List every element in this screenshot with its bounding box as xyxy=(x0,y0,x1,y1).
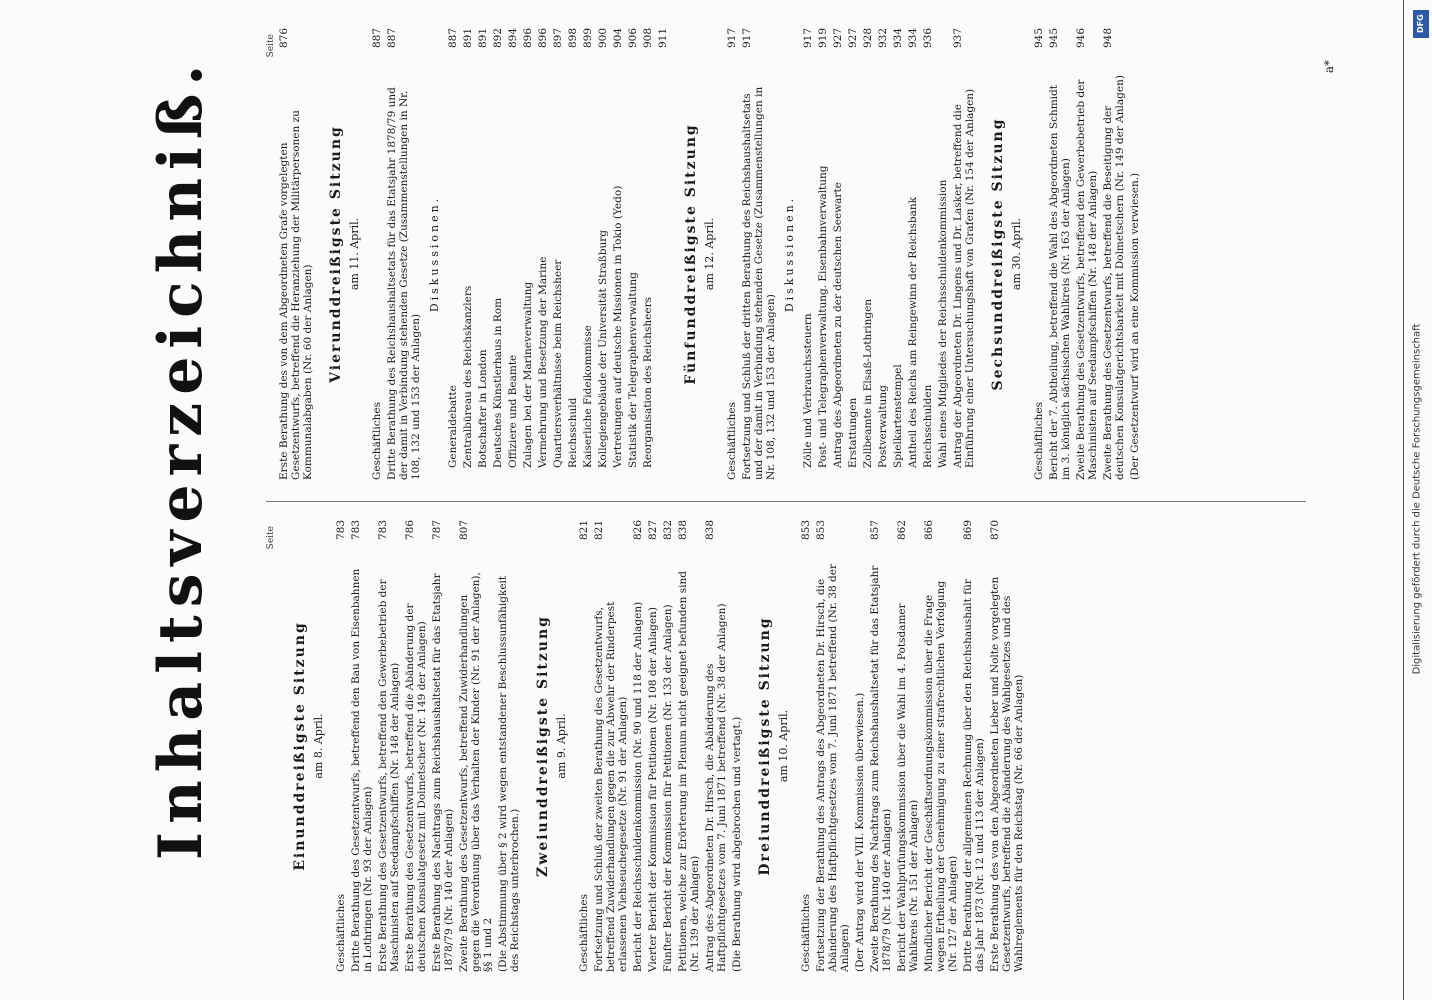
toc-entry xyxy=(642,28,654,480)
entry-text: Geschäftliches xyxy=(726,402,738,480)
toc-entry xyxy=(923,520,959,972)
entry-page: 900 xyxy=(597,28,609,49)
entry-text: Zweite Berathung des Gesetzentwurfs, betreffend die Beseitigung der deutschen Konsulatgerichtsbarkeit mit Dolmetschern (Nr. 149 der Anlagen) xyxy=(1102,75,1126,480)
toc-entry xyxy=(896,520,920,972)
entry-text: Generaldebatte xyxy=(447,385,459,468)
entry-text: Bericht der 7. Abtheilung, betreffend die Wahl des Abgeordneten Schmidt im 3. königlich sächsischen Wahlkreis (Nr. 163 der Anlagen) xyxy=(1048,85,1072,480)
right-sections xyxy=(328,28,1141,480)
toc-entry xyxy=(462,28,474,480)
entry-text: Vierter Bericht der Kommission für Petitionen (Nr. 108 der Anlagen) xyxy=(647,607,659,972)
toc-entry xyxy=(731,520,743,972)
toc-entry xyxy=(817,28,829,480)
entry-page: 896 xyxy=(522,28,534,49)
entry-text: Vertretungen auf deutsche Missionen in Tokio (Yedo) xyxy=(612,185,624,468)
entry-page: 906 xyxy=(627,28,639,49)
toc-entry xyxy=(847,28,859,480)
right-column xyxy=(266,28,1144,480)
entry-page: 932 xyxy=(877,28,889,49)
entry-page: 821 xyxy=(578,520,590,541)
entry-page: 783 xyxy=(335,520,347,541)
entry-page: 899 xyxy=(582,28,594,49)
section-title: Dreiunddreißigste Sitzung xyxy=(757,616,773,876)
entry-page: 919 xyxy=(817,28,829,49)
entry-page: 787 xyxy=(431,520,443,541)
section-date: am 9. April. xyxy=(555,713,568,779)
toc-entry xyxy=(593,520,629,972)
entry-page: 838 xyxy=(704,520,716,541)
toc-entry xyxy=(657,28,669,480)
entry-text: Dritte Berathung der allgemeinen Rechnung über den Reichshaushalt für das Jahr 1873 (Nr. 12 und 113 der Anlagen) xyxy=(962,579,986,972)
section-subtitle: Diskussionen. xyxy=(783,195,796,313)
entry-text: Erste Berathung des Nachtrags zum Reichshaushaltsetat für das Etatsjahr 1878/79 (Nr. 140 der Anlagen) xyxy=(431,573,455,972)
toc-entry xyxy=(800,520,812,972)
entry-page: 945 xyxy=(1048,28,1060,49)
entry-page: 853 xyxy=(800,520,812,541)
banner-text: Digitalisierung gefördert durch die Deutsche Forschungsgemeinschaft xyxy=(1411,323,1423,675)
entry-page xyxy=(854,520,866,554)
toc-entry xyxy=(522,28,534,480)
toc-entry xyxy=(907,28,919,480)
entry-text: Reichsschulden xyxy=(922,384,934,468)
toc-entry xyxy=(404,520,428,972)
entry-page: 853 xyxy=(815,520,827,541)
toc-entry xyxy=(447,28,459,480)
entry-text: Wahl eines Mitgliedes der Reichsschuldenkommission xyxy=(937,179,949,468)
entry-page: 887 xyxy=(447,28,459,49)
entry-text: Geschäftliches xyxy=(1033,402,1045,480)
entry-page: 894 xyxy=(507,28,519,49)
entry-page: 869 xyxy=(962,520,974,541)
entry-page: 891 xyxy=(477,28,489,49)
section-title: Vierunddreißigste Sitzung xyxy=(328,125,344,383)
entry-page: 911 xyxy=(657,28,669,49)
entry-text: Reorganisation des Reichsheers xyxy=(642,297,654,468)
entry-text: Dritte Berathung des Reichshaushaltsetats für das Etatsjahr 1878/79 und der damit in Verbindung stehenden Gesetze (Zusammenstellungen in Nr. 108, 132 und 153 der Anlagen) xyxy=(386,87,422,480)
toc-entry xyxy=(597,28,609,480)
entry-text: Zulagen bei der Marineverwaltung xyxy=(522,281,534,468)
entry-text: Dritte Berathung des Gesetzentwurfs, betreffend den Bau von Eisenbahnen in Lothringen (Nr. 93 der Anlagen) xyxy=(350,568,374,972)
entry-text: (Die Berathung wird abgebrochen und vertagt.) xyxy=(731,716,743,972)
entry-text: Offiziere und Beamte xyxy=(507,354,519,468)
entry-text: Geschäftliches xyxy=(335,894,347,972)
toc-entry xyxy=(877,28,889,480)
entry-page: 857 xyxy=(869,520,881,541)
toc-entry xyxy=(492,28,504,480)
entry-text: Postverwaltung xyxy=(877,385,889,468)
entry-text: Bericht der Wahlprüfungskommission über die Wahl im 4. Potsdamer Wahlkreis (Nr. 151 der Anlagen) xyxy=(896,603,920,972)
toc-entry xyxy=(377,520,401,972)
toc-entry xyxy=(815,520,851,972)
toc-entry xyxy=(507,28,519,480)
toc-entry xyxy=(704,520,728,972)
toc-entry xyxy=(677,520,701,972)
section-title: Einunddreißigste Sitzung xyxy=(292,621,308,871)
entry-page: 786 xyxy=(404,520,416,541)
entry-text: Erste Berathung des von den Abgeordneten Lieber und Nolte vorgelegten Gesetzentwurfs, betreffend die Abänderung des Wahlgesetzes und des Wahlreglements für den Reichstag (Nr. 66 der Anlagen) xyxy=(989,576,1025,972)
seite-label: Seite xyxy=(266,34,276,58)
toc-entry xyxy=(937,28,949,480)
entry-page: 917 xyxy=(802,28,814,49)
toc-entry xyxy=(627,28,639,480)
rotated-sheet xyxy=(66,20,1366,980)
entry-text: Zweite Berathung des Gesetzentwurfs, betreffend den Gewerbebetrieb der Maschinisten auf Seedampfschiffen (Nr. 148 der Anlagen) xyxy=(1075,79,1099,480)
section-title: Zweiunddreißigste Sitzung xyxy=(535,615,551,877)
seite-label: Seite xyxy=(266,526,276,550)
entry-text: Deutsches Künstlerhaus in Rom xyxy=(492,297,504,468)
toc-entry xyxy=(350,520,374,972)
entry-page: 927 xyxy=(847,28,859,49)
entry-page xyxy=(497,520,521,554)
entry-text: Geschäftliches xyxy=(371,402,383,480)
entry-page: 917 xyxy=(741,28,753,49)
entry-text: Bericht der Reichsschuldenkommission (Nr. 90 und 118 der Anlagen) xyxy=(632,601,644,972)
entry-text: Antrag des Abgeordneten zu der deutschen Seewarte xyxy=(832,182,844,468)
section-title: Fünfunddreißigste Sitzung xyxy=(683,123,699,385)
entry-text: Petitionen, welche zur Erörterung im Plenum nicht geeignet befunden sind (Nr. 139 der Anlagen) xyxy=(677,571,701,972)
entry-text: Erste Berathung des Gesetzentwurfs, betreffend die Abänderung der deutschen Konsulatgesetz mit Dolmetscher (Nr. 149 der Anlagen) xyxy=(404,603,428,972)
entry-page: 945 xyxy=(1033,28,1045,49)
section-date: am 10. April. xyxy=(777,709,790,783)
entry-text: Spielkartenstempel xyxy=(892,364,904,468)
entry-page: 908 xyxy=(642,28,654,49)
toc-entry xyxy=(962,520,986,972)
toc-entry xyxy=(989,520,1025,972)
section-date: am 11. April. xyxy=(348,217,361,291)
section-subtitle: Diskussionen. xyxy=(428,195,441,313)
entry-text: Zweite Berathung des Gesetzentwurfs, betreffend Zuwiderhandlungen gegen die Verordnung über das Verhalten der Kinder (Nr. 91 der Anlagen), §§ 1 und 2 xyxy=(458,572,494,972)
entry-text: Antrag des Abgeordneten Dr. Hirsch, die Abänderung des Haftpflichtgesetzes vom 7. Juni 1871 betreffend (Nr. 38 der Anlagen) xyxy=(704,603,728,972)
entry-page: 827 xyxy=(647,520,659,541)
entry-page: 917 xyxy=(726,28,738,49)
entry-page: 934 xyxy=(892,28,904,49)
entry-text: Kollegiengebäude der Universität Straßburg xyxy=(597,230,609,468)
entry-page: 928 xyxy=(862,28,874,49)
section-title: Sechsunddreißigste Sitzung xyxy=(990,117,1006,391)
entry-page: 897 xyxy=(552,28,564,49)
toc-entry xyxy=(612,28,624,480)
toc-entry xyxy=(1075,28,1099,480)
entry-page: 948 xyxy=(1102,28,1114,49)
entry-text: Botschafter in London xyxy=(477,349,489,468)
entry-text: Erste Berathung des Gesetzentwurfs, betreffend den Gewerbebetrieb der Maschinisten auf Seedampfschiffen (Nr. 148 der Anlagen) xyxy=(377,579,401,972)
entry-text: Fortsetzung und Schluß der dritten Berathung des Reichshaushaltsetats und der damit in Verbindung stehenden Gesetze (Zusammenstellungen in Nr. 108, 132 und 153 der Anlagen) xyxy=(741,86,777,480)
entry-page: 826 xyxy=(632,520,644,541)
toc-entry xyxy=(386,28,422,480)
entry-page: 862 xyxy=(896,520,908,541)
entry-text: Fortsetzung der Berathung des Antrags des Abgeordneten Dr. Hirsch, die Abänderung des Haftpflichtgesetzes vom 7. Juni 1871 betreffend (Nr. 38 der Anlagen) xyxy=(815,564,851,972)
entry-page: 892 xyxy=(492,28,504,49)
entry-text: Zollbeamte in Elsaß-Lothringen xyxy=(862,298,874,468)
section-date: am 12. April. xyxy=(703,217,716,291)
toc-entry xyxy=(477,28,489,480)
entry-text: Zölle und Verbrauchssteuern xyxy=(802,313,814,468)
entry-text: Mündlicher Bericht der Geschäftsordnungskommission über die Frage wegen Ertheilung der Genehmigung zu einer strafrechtlichen Verfolgung (Nr. 127 der Anlagen) xyxy=(923,580,959,972)
toc-entry xyxy=(1129,28,1141,480)
entry-page: 821 xyxy=(593,520,605,541)
entry-page: 870 xyxy=(989,520,1001,541)
entry-text: Kaiserliche Fideikommisse xyxy=(582,325,594,468)
toc-entry xyxy=(497,520,521,972)
entry-page xyxy=(731,520,743,554)
entry-text: Quartiersverhältnisse beim Reichsheer xyxy=(552,259,564,468)
entry-page: 866 xyxy=(923,520,935,541)
entry-text: Zentralbüreau des Reichskanzlers xyxy=(462,285,474,468)
entry-text: Statistik der Telegraphenverwaltung xyxy=(627,272,639,468)
column-divider xyxy=(266,501,1306,502)
entry-page: 891 xyxy=(462,28,474,49)
entry-text: Antrag der Abgeordneten Dr. Lingens und Dr. Lasker, betreffend die Einführung einer Untersuchungshaft von Grafen (Nr. 154 der Anlagen) xyxy=(952,88,976,468)
entry-text: (Der Antrag wird der VIII. Kommission überwiesen.) xyxy=(854,692,866,972)
toc-entry xyxy=(892,28,904,480)
section-date: am 30. April. xyxy=(1010,217,1023,291)
entry-text: Geschäftliches xyxy=(578,894,590,972)
entry-page: 896 xyxy=(537,28,549,49)
toc-entry xyxy=(662,520,674,972)
toc-entry xyxy=(869,520,893,972)
entry-page: 832 xyxy=(662,520,674,541)
toc-entry xyxy=(922,28,934,480)
left-sections xyxy=(292,520,1025,972)
entry-text: Erste Berathung des von dem Abgeordneten Grafe vorgelegten Gesetzentwurfs, betreffend die Heranziehung der Militärpersonen zu Kommunalabgaben (Nr. 60 der Anlagen) xyxy=(278,110,314,480)
toc-entry xyxy=(726,28,738,480)
entry-page: 904 xyxy=(612,28,624,49)
entry-page: 936 xyxy=(922,28,934,49)
entry-text: Vermehrung und Besetzung der Marine xyxy=(537,256,549,468)
dfg-logo: DFG xyxy=(1413,10,1429,38)
entry-text: Geschäftliches xyxy=(800,894,812,972)
entry-text: Antheil des Reichs am Reingewinn der Reichsbank xyxy=(907,197,919,468)
entry-page: 887 xyxy=(371,28,383,49)
toc-entry xyxy=(832,28,844,480)
entry-page: 876 xyxy=(278,28,290,49)
entry-page xyxy=(1129,28,1141,62)
entry-page: 946 xyxy=(1075,28,1087,49)
toc-entry xyxy=(862,28,874,480)
entry-page: 937 xyxy=(952,28,964,49)
entry-text: Post- und Telegraphenverwaltung. Eisenbahnverwaltung xyxy=(817,165,829,468)
toc-entry xyxy=(802,28,814,480)
entry-page: 934 xyxy=(907,28,919,49)
entry-text: Fortsetzung und Schluß der zweiten Berathung des Gesetzentwurfs, betreffend Zuwiderhandlungen gegen die zur Abwehr der Rinderpest erlassenen Viehseuchegesetze (Nr. 91 der Anlagen) xyxy=(593,601,629,972)
digitization-banner xyxy=(1405,10,1429,988)
entry-page xyxy=(937,28,949,62)
toc-entry xyxy=(537,28,549,480)
toc-entry xyxy=(632,520,644,972)
entry-text: (Die Abstimmung über § 2 wird wegen entstandener Beschlussunfähigkeit des Reichstags unterbrochen.) xyxy=(497,575,521,972)
toc-entry xyxy=(278,28,314,480)
toc-entry xyxy=(431,520,455,972)
entry-page: 807 xyxy=(458,520,470,541)
toc-entry xyxy=(1048,28,1072,480)
toc-entry xyxy=(335,520,347,972)
entry-page: 887 xyxy=(386,28,398,49)
toc-entry xyxy=(458,520,494,972)
entry-text: Reichsschuld xyxy=(567,397,579,468)
scan-edge-line xyxy=(1403,0,1404,1000)
entry-page: 783 xyxy=(350,520,362,541)
toc-entry xyxy=(741,28,777,480)
signature-mark: a* xyxy=(1322,60,1336,74)
toc-entry xyxy=(371,28,383,480)
toc-entry xyxy=(854,520,866,972)
toc-entry xyxy=(952,28,976,480)
entry-text xyxy=(657,62,669,480)
toc-entry xyxy=(647,520,659,972)
section-date: am 8. April. xyxy=(312,713,325,779)
entry-text: (Der Gesetzentwurf wird an eine Kommission verwiesen.) xyxy=(1129,172,1141,480)
entry-page: 898 xyxy=(567,28,579,49)
entry-text: Zweite Berathung des Nachtrags zum Reichshaushaltsetat für das Etatsjahr 1878/79 (Nr. 140 der Anlagen) xyxy=(869,565,893,972)
toc-entry xyxy=(552,28,564,480)
entry-page: 838 xyxy=(677,520,689,541)
toc-entry xyxy=(1102,28,1126,480)
toc-entry xyxy=(567,28,579,480)
page-title: Inhaltsverzeichniß. xyxy=(146,56,216,860)
toc-entry xyxy=(1033,28,1045,480)
entry-page: 927 xyxy=(832,28,844,49)
left-column xyxy=(266,520,1028,972)
entry-text: Erstattungen xyxy=(847,397,859,468)
toc-entry xyxy=(578,520,590,972)
entry-text: Fünfter Bericht der Kommission für Petitionen (Nr. 133 der Anlagen) xyxy=(662,604,674,972)
toc-entry xyxy=(582,28,594,480)
entry-page: 783 xyxy=(377,520,389,541)
